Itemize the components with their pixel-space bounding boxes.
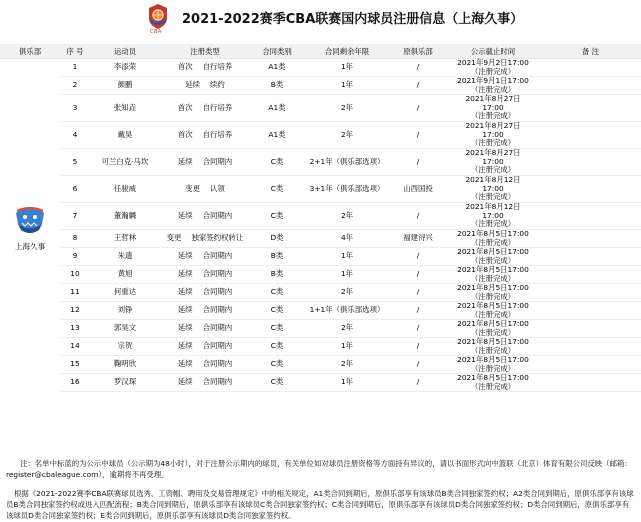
remark [540,59,641,77]
remark [540,284,641,302]
player-name: 颜鹏 [90,77,160,95]
registration-type [160,338,250,356]
table-row [0,203,641,230]
contract-years: 2年 [304,122,390,149]
table-row [0,266,641,284]
deadline-line: 2021年8月27日 [465,94,521,104]
deadline [446,95,540,122]
column-header: 原俱乐部 [390,44,446,59]
contract-years: 2+1年（俱乐部选项） [304,149,390,176]
remark [540,266,641,284]
deadline-line: （注册完成） [470,327,516,337]
column-header: 合同类别 [250,44,304,59]
player-number: 8 [60,230,90,248]
player-number: 14 [60,338,90,356]
player-name: 宗贺 [90,338,160,356]
deadline-line: （注册完成） [470,291,516,301]
deadline-line: 2021年8月5日17:00 [457,319,529,329]
original-club: / [390,122,446,149]
contract-years: 1年 [304,59,390,77]
registration-type [160,284,250,302]
table-row [0,230,641,248]
registration-source: 自行培养 [202,62,233,72]
deadline-line: （注册完成） [470,273,516,283]
contract-years: 1年 [304,338,390,356]
remark [540,374,641,392]
registration-source: 合同期内 [202,287,233,297]
player-number: 2 [60,77,90,95]
contract-years: 1年 [304,266,390,284]
deadline [446,248,540,266]
remark [540,320,641,338]
registration-source: 合同期内 [202,251,233,261]
deadline-line: （注册完成） [470,219,516,229]
original-club: / [390,203,446,230]
registration-type [160,266,250,284]
contract-years: 2年 [304,203,390,230]
deadline [446,284,540,302]
player-name: 郭昊文 [90,320,160,338]
column-header: 公示截止时间 [446,44,540,59]
registration-source: 合同期内 [202,210,233,220]
club-name: 上海久事 [14,241,46,251]
player-name: 刘铮 [90,302,160,320]
deadline-line: 2021年8月5日17:00 [457,355,529,365]
deadline [446,149,540,176]
registration-type [160,248,250,266]
player-number: 9 [60,248,90,266]
registration-type [160,302,250,320]
registration-kind: 延续 [177,305,193,315]
registration-kind: 延续 [177,377,193,387]
table-row [0,320,641,338]
contract-category: C类 [250,374,304,392]
registration-source: 自行培养 [202,129,233,139]
registration-source: 合同期内 [202,156,233,166]
registration-source: 续约 [210,80,225,90]
table-row [0,95,641,122]
deadline-line: 17:00 [482,210,504,220]
registration-source: 合同期内 [202,305,233,315]
deadline-line: （注册完成） [470,165,516,175]
registration-kind: 延续 [177,156,193,166]
contract-category: C类 [250,320,304,338]
table-row [0,149,641,176]
player-name: 王哲林 [90,230,160,248]
player-name: 戴昊 [90,122,160,149]
contract-years: 2年 [304,95,390,122]
deadline-line: 2021年9月1日17:00 [457,76,529,86]
deadline-line: 2021年8月27日 [465,148,521,158]
deadline-line: 2021年8月5日17:00 [457,301,529,311]
remark [540,248,641,266]
player-name: 罗汉琛 [90,374,160,392]
original-club: 山西国投 [390,176,446,203]
table-row [0,248,641,266]
table-row [0,122,641,149]
deadline-line: （注册完成） [470,66,516,76]
remark [540,95,641,122]
registration-kind: 延续 [177,251,193,261]
table-header-row [0,44,641,59]
deadline [446,320,540,338]
original-club: / [390,320,446,338]
contract-years: 1年 [304,77,390,95]
player-number: 16 [60,374,90,392]
sharks-logo-icon [13,200,47,240]
registration-type [160,149,250,176]
contract-category: C类 [250,302,304,320]
remark [540,122,641,149]
registration-kind: 首次 [177,62,193,72]
table-row [0,284,641,302]
contract-category: A1类 [250,95,304,122]
original-club: / [390,338,446,356]
registration-kind: 延续 [177,341,193,351]
table-row [0,176,641,203]
registration-type [160,77,250,95]
table-row [0,338,641,356]
player-name: 朱遗 [90,248,160,266]
table-row [0,374,641,392]
original-club: / [390,248,446,266]
deadline-line: （注册完成） [470,237,516,247]
column-header: 运动员 [90,44,160,59]
contract-category: C类 [250,149,304,176]
contract-years: 1年 [304,374,390,392]
remark [540,149,641,176]
player-name: 何重达 [90,284,160,302]
table-body [0,59,641,392]
deadline [446,374,540,392]
contract-category: B类 [250,77,304,95]
registration-source: 独家签约权转让 [191,233,244,243]
deadline-line: 2021年8月5日17:00 [457,373,529,383]
registration-source: 合同期内 [202,359,233,369]
deadline-line: 17:00 [482,102,504,112]
registration-kind: 延续 [177,269,193,279]
original-club: / [390,59,446,77]
registration-type [160,374,250,392]
deadline-line: 17:00 [482,183,504,193]
deadline-line: （注册完成） [470,84,516,94]
original-club: / [390,95,446,122]
player-number: 12 [60,302,90,320]
deadline-line: 2021年8月12日 [465,202,521,212]
remark [540,356,641,374]
registration-kind: 延续 [177,210,193,220]
deadline-line: 2021年9月2日17:00 [457,58,529,68]
player-number: 6 [60,176,90,203]
page-title: 2021-2022赛季CBA联赛国内球员注册信息（上海久事） [182,12,524,27]
contract-years: 2年 [304,320,390,338]
registration-source: 合同期内 [202,269,233,279]
registration-kind: 延续 [185,80,200,90]
note-contract-rules [6,488,636,521]
remark [540,338,641,356]
deadline [446,266,540,284]
deadline-line: （注册完成） [470,255,516,265]
original-club: / [390,266,446,284]
deadline-line: 2021年8月12日 [465,175,521,185]
deadline-line: 17:00 [482,156,504,166]
registration-kind: 变更 [166,233,182,243]
player-name: 黄旭 [90,266,160,284]
deadline-line: （注册完成） [470,345,516,355]
player-name: 董瀚麟 [90,203,160,230]
note-registration-objection [6,458,636,480]
deadline-line: （注册完成） [470,192,516,202]
deadline-line: 2021年8月5日17:00 [457,337,529,347]
remark [540,203,641,230]
deadline-line: 17:00 [482,129,504,139]
contract-category: B类 [250,248,304,266]
registration-type [160,176,250,203]
column-header: 俱乐部 [0,44,60,59]
remark [540,176,641,203]
cba-logo-icon [148,4,168,30]
deadline-line: 2021年8月5日17:00 [457,247,529,257]
column-header: 注册类型 [160,44,250,59]
registration-type [160,122,250,149]
player-number: 13 [60,320,90,338]
deadline [446,77,540,95]
table-row [0,77,641,95]
registration-kind: 首次 [177,129,193,139]
table-row [0,302,641,320]
original-club: 福建浔兴 [390,230,446,248]
player-name: 任骏威 [90,176,160,203]
player-number: 5 [60,149,90,176]
page-header [0,0,641,38]
remark [540,230,641,248]
original-club: / [390,77,446,95]
original-club: / [390,149,446,176]
player-name: 鞠明欣 [90,356,160,374]
original-club: / [390,374,446,392]
contract-years: 2年 [304,356,390,374]
registration-kind: 首次 [177,102,193,112]
registration-source: 认领 [210,183,225,193]
contract-category: C类 [250,338,304,356]
contract-category: C类 [250,356,304,374]
remark [540,77,641,95]
column-header: 备 注 [540,44,641,59]
original-club: / [390,356,446,374]
registration-source: 合同期内 [202,377,233,387]
deadline-line: （注册完成） [470,381,516,391]
contract-years: 2年 [304,284,390,302]
contract-category: A1类 [250,122,304,149]
registration-type [160,356,250,374]
original-club: / [390,284,446,302]
player-number: 1 [60,59,90,77]
deadline [446,59,540,77]
registration-kind: 变更 [185,183,200,193]
deadline [446,203,540,230]
registration-type [160,59,250,77]
deadline-line: 2021年8月5日17:00 [457,283,529,293]
club-cell [0,59,60,392]
player-number: 4 [60,122,90,149]
contract-years: 3+1年（俱乐部选项） [304,176,390,203]
player-name: 张知垚 [90,95,160,122]
original-club: / [390,302,446,320]
deadline-line: 2021年8月5日17:00 [457,265,529,275]
deadline [446,122,540,149]
player-name: 可兰白克·马坎 [90,149,160,176]
player-number: 7 [60,203,90,230]
registration-source: 合同期内 [202,323,233,333]
registration-type [160,230,250,248]
player-number: 11 [60,284,90,302]
contract-category: C类 [250,284,304,302]
column-header: 合同剩余年限 [304,44,390,59]
player-name: 李添荣 [90,59,160,77]
contract-category: C类 [250,203,304,230]
column-header: 序 号 [60,44,90,59]
player-number: 15 [60,356,90,374]
registration-source: 自行培养 [202,102,233,112]
contract-years: 1+1年（俱乐部选项） [304,302,390,320]
contract-years: 1年 [304,248,390,266]
registration-kind: 延续 [177,359,193,369]
deadline-line: 2021年8月5日17:00 [457,229,529,239]
player-number: 3 [60,95,90,122]
deadline-line: （注册完成） [470,363,516,373]
registration-kind: 延续 [177,287,193,297]
deadline-line: （注册完成） [470,138,516,148]
deadline [446,230,540,248]
contract-category: D类 [250,230,304,248]
registration-type [160,95,250,122]
remark [540,302,641,320]
contract-category: B类 [250,266,304,284]
table-row [0,356,641,374]
logo-text: CBA [150,29,162,35]
table-row [0,59,641,77]
deadline [446,356,540,374]
registration-type [160,203,250,230]
contract-category: C类 [250,176,304,203]
player-number: 10 [60,266,90,284]
deadline [446,176,540,203]
registration-type [160,320,250,338]
note-text: 注：名单中标蓝的为公示中球员（公示期为48小时），对于注册公示期内的球员，有关单位如对球员注册资格等方面持有异议的，请以书面形式向中篮联（北京）体育有限公司反映（邮箱：register@cbaleague.com），逾期将不再受理。 [6,459,632,479]
deadline [446,302,540,320]
contract-years: 4年 [304,230,390,248]
registration-source: 合同期内 [202,341,233,351]
contract-category: A1类 [250,59,304,77]
deadline [446,338,540,356]
registration-table [0,44,641,392]
note-text: 根据《2021-2022赛季CBA联赛球员选秀、工资帽、聘用及交易管理规定》中的相关规定，A1类合同到期后，原俱乐部享有该球员B类合同独家签约权；A2类合同到期后，原俱乐部享有该球员B类合同独家签约权或进入匹配流程；B类合同到期后，原俱乐部享有该球员C类合同独家签约权；C类合同到期后，原俱乐部享有该球员D类合同独家签约权；D类合同到期后，原俱乐部享有该球员D类合同独家签约权；E类合同到期后，原俱乐部享有该球员D类合同独家签约权。 [6,489,634,520]
deadline-line: （注册完成） [470,111,516,121]
deadline-line: （注册完成） [470,309,516,319]
deadline-line: 2021年8月27日 [465,121,521,131]
registration-kind: 延续 [177,323,193,333]
